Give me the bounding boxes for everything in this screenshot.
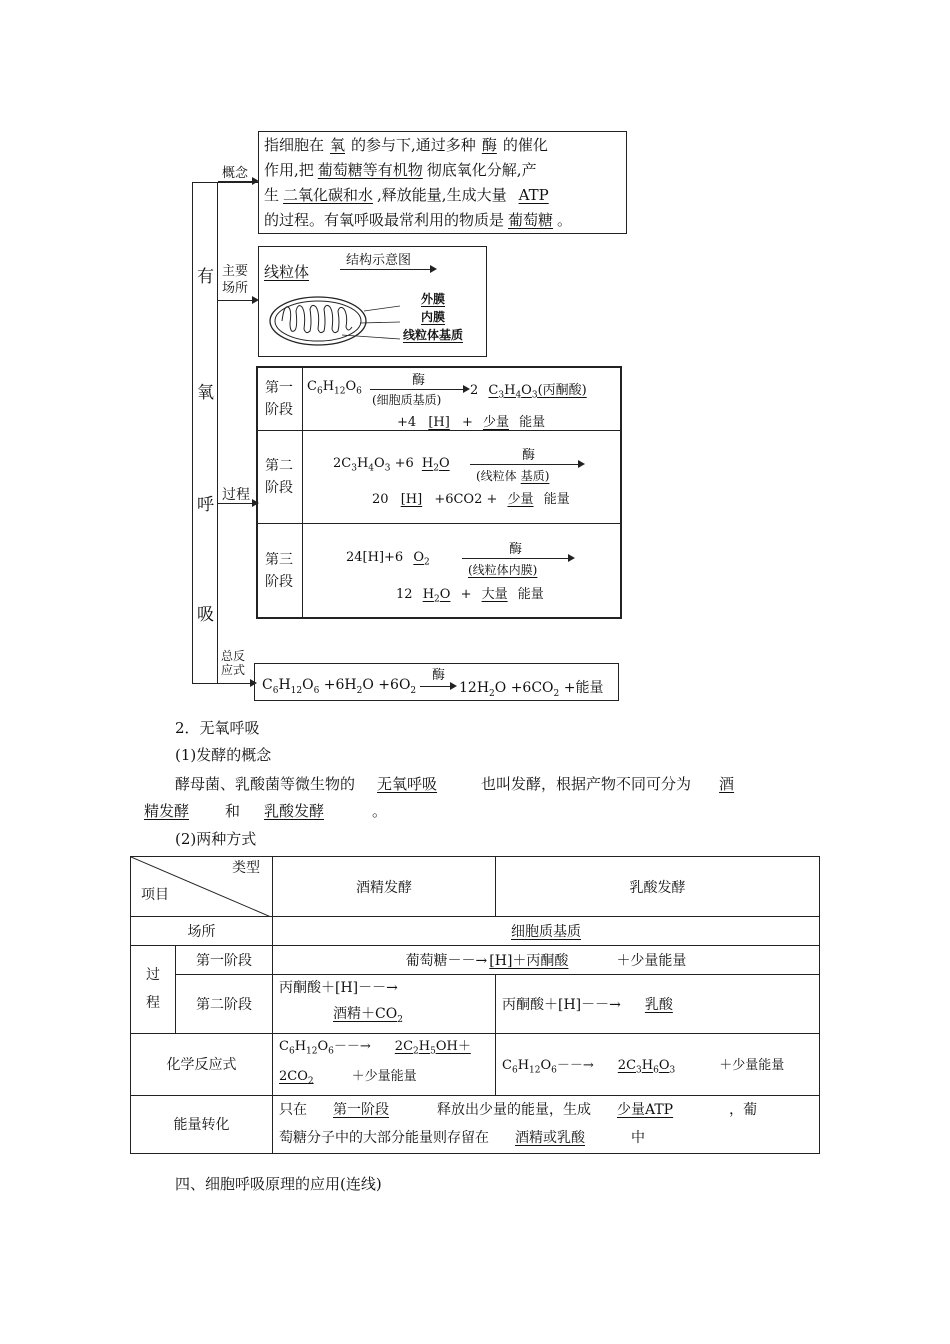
- section2-para-line2: [144, 800, 387, 821]
- blank-cytoplasm: 细胞质基质: [511, 924, 581, 940]
- blank-enzyme: 酶: [481, 136, 497, 154]
- blank-lactic-acid: 乳酸: [644, 996, 673, 1013]
- text: (线粒体: [476, 469, 517, 483]
- stage3-enzyme: 酶: [509, 542, 523, 557]
- text: 生: [264, 186, 280, 204]
- corner-bottom-label: 项目: [141, 887, 169, 903]
- site-value-cell: [273, 917, 820, 946]
- blank-glucose-2: 葡萄糖: [508, 211, 554, 229]
- overall-label: [221, 649, 245, 677]
- text: 。: [372, 802, 388, 820]
- blank-atp: ATP: [518, 186, 549, 204]
- site-label-cell: 场所: [131, 917, 273, 946]
- text: ＋少量能量: [616, 953, 687, 969]
- text: 指细胞在: [264, 136, 325, 154]
- text: 丙酮酸＋[H]－－→: [279, 980, 398, 996]
- connector-concept-diag: [218, 182, 219, 183]
- blank-2co2: $2CO_2$: [279, 1069, 314, 1087]
- stage2-arrowhead: [578, 460, 585, 468]
- stage1-arrowhead: [463, 385, 470, 393]
- energy-line1: [279, 1096, 813, 1124]
- stage1-name-2: 阶段: [265, 402, 293, 418]
- mitochondrion-illustration: [266, 293, 400, 349]
- structure-arrow-line: [340, 269, 432, 270]
- blank-anaerobic: 无氧呼吸: [377, 775, 438, 793]
- eq-alcohol-line2: [279, 1064, 489, 1095]
- section2-para-line1: [175, 773, 734, 794]
- text: 萄糖分子中的大部分能量则存留在: [279, 1130, 489, 1147]
- corner-top-label: 类型: [232, 860, 260, 876]
- blank-first-stage: 第一阶段: [333, 1102, 389, 1119]
- process-label: 过程: [222, 487, 250, 503]
- process-col-divider: [302, 366, 303, 619]
- concept-arrow-line: [218, 181, 254, 182]
- overall-label-2: 应式: [221, 663, 246, 677]
- overall-reaction-arrow: [420, 686, 452, 687]
- eq-alcohol-line1: [279, 1034, 489, 1065]
- text: 12: [396, 587, 413, 602]
- blank-ethanol: $2C_2H_5OH+$: [394, 1038, 471, 1057]
- blank-alcohol-co2: 酒精$+CO_2$: [333, 1006, 403, 1025]
- stage2-enzyme: 酶: [522, 448, 536, 463]
- site-label-2: 场所: [222, 281, 249, 296]
- stage3-location: (线粒体内膜): [468, 563, 538, 577]
- stage2-name-1: 第二: [265, 458, 293, 474]
- blank-oxygen: 氧: [330, 136, 346, 154]
- stage1-enzyme: 酶: [412, 373, 426, 388]
- energy-line2: [279, 1124, 813, 1152]
- stage1-label-cell: 第一阶段: [176, 946, 273, 975]
- header-alcohol: 酒精发酵: [273, 857, 496, 917]
- stage2-alcohol-cell: [273, 975, 496, 1034]
- concept-line-4: [264, 209, 572, 230]
- text: ,释放能量,生成大量: [377, 186, 507, 204]
- text: 作用,把: [264, 161, 314, 179]
- title-char-3: 呼: [197, 495, 214, 515]
- equation-lactic-cell: [496, 1033, 820, 1095]
- blank-lactate: $2C_3H_6O_3$: [617, 1057, 676, 1076]
- blank-h-pyruvate: [H]＋丙酮酸: [489, 953, 569, 969]
- eq-alcohol-reactant: $C_6H_{12}O_6--\to$: [279, 1038, 371, 1057]
- text: ＋少量能量: [351, 1069, 417, 1085]
- blank-oxygen: $O_2$: [413, 550, 430, 568]
- stage3-arrowhead: [568, 554, 575, 562]
- header-lactic: 乳酸发酵: [496, 857, 820, 917]
- stage1-name-1: 第一: [265, 380, 293, 396]
- text: ＋少量能量: [719, 1057, 785, 1073]
- stage1-arrow-line: [370, 389, 465, 390]
- text: 。: [557, 211, 573, 229]
- text: 葡萄糖－－→: [405, 953, 488, 969]
- blank-h: [H]: [400, 492, 423, 507]
- text: 酵母菌、乳酸菌等微生物的: [175, 775, 356, 793]
- blank-large-amount: 大量: [481, 587, 508, 602]
- overall-label-1: 总反: [221, 649, 246, 663]
- section2-sub1: (1)发酵的概念: [175, 746, 272, 764]
- part-matrix: 线粒体基质: [403, 328, 464, 342]
- stage2-line2: [372, 488, 570, 507]
- stage3-line2: [396, 583, 544, 605]
- text: +: [460, 587, 472, 602]
- energy-label-cell: 能量转化: [131, 1095, 273, 1153]
- stage1-name: [265, 377, 293, 421]
- blank-water: $H_2O$: [421, 456, 450, 474]
- blank-pyruvate: $C_3H_4O_3$(丙酮酸): [488, 383, 587, 401]
- stage3-name-1: 第三: [265, 552, 293, 568]
- overall-equation-left: $C_6H_{12}O_6 +6H_2O +6O_2$: [262, 677, 417, 696]
- text: 和: [225, 802, 241, 820]
- blank-matrix: 基质): [520, 469, 550, 483]
- process-row-divider-1: [256, 430, 622, 431]
- site-label: [222, 263, 248, 297]
- stage2-label-cell: 第二阶段: [176, 975, 273, 1034]
- equation-label-cell: 化学反应式: [131, 1033, 273, 1095]
- organelle-name: 线粒体: [264, 263, 310, 281]
- stage3-name-2: 阶段: [265, 574, 293, 590]
- stage2-arrow-line: [470, 464, 580, 465]
- energy-value-cell: [273, 1095, 820, 1153]
- title-char-1: 有: [197, 267, 214, 287]
- text: 释放出少量的能量，生成: [437, 1102, 591, 1119]
- blank-lactic: 乳酸发酵: [264, 802, 325, 820]
- process-label-2: 程: [146, 995, 160, 1012]
- stage2-location: [476, 467, 549, 484]
- text: 只在: [279, 1102, 307, 1119]
- overall-arrow-line: [218, 683, 252, 684]
- text: 丙酮酸＋[H]－－→: [502, 996, 621, 1013]
- title-char-4: 吸: [197, 605, 214, 625]
- section2-sub2: (2)两种方式: [175, 830, 257, 848]
- title-char-2: 氧: [197, 383, 214, 403]
- site-label-1: 主要: [222, 264, 249, 279]
- stage3-arrow-line: [462, 558, 570, 559]
- stage1-location: (细胞质基质): [372, 393, 442, 407]
- stage2-name-2: 阶段: [265, 480, 293, 496]
- text: 的过程。有氧呼吸最常利用的物质是: [264, 211, 505, 229]
- blank-co2-water: 二氧化碳和水: [283, 186, 374, 204]
- stage1-value-cell: [273, 946, 820, 975]
- text: +: [461, 415, 473, 430]
- blank-h: [H]: [428, 415, 450, 430]
- eq-lactic-reactant: $C_6H_{12}O_6--\to$: [502, 1057, 594, 1076]
- stage1-reactant: $C_6H_{12}O_6$: [307, 379, 362, 397]
- text: +4: [397, 415, 417, 430]
- process-row-divider-2: [256, 523, 622, 524]
- structure-arrow-label: 结构示意图: [346, 253, 412, 268]
- section2-title: 2．无氧呼吸: [175, 719, 260, 737]
- stage3-name: [265, 549, 293, 593]
- blank-glucose: 葡萄糖等有机物: [317, 161, 423, 179]
- stage2-alcohol-answer: [279, 1001, 489, 1033]
- section4-title: 四、细胞呼吸原理的应用(连线): [175, 1175, 382, 1193]
- stage2-name: [265, 455, 293, 499]
- blank-alcohol-end: 精发酵: [144, 802, 190, 820]
- text: 能量: [543, 492, 570, 507]
- text: 也叫发酵，根据产物不同可分为: [481, 775, 692, 793]
- part-inner-membrane: 内膜: [421, 310, 446, 324]
- blank-small-amount: 少量: [482, 415, 509, 430]
- concept-line-3: [264, 184, 561, 205]
- blank-alcohol-start: 酒: [719, 775, 735, 793]
- text: 20: [372, 492, 389, 507]
- overall-enzyme: 酶: [432, 668, 446, 683]
- blank-water: $H_2O$: [422, 587, 451, 605]
- text: 能量: [517, 587, 544, 602]
- overall-equation-right: $12H_2O +6CO_2$ +能量: [459, 680, 604, 699]
- overall-reaction-arrowhead: [450, 682, 457, 690]
- text: 的参与下,通过多种: [351, 136, 476, 154]
- stage1-product: 2 $C_3H_4O_3$(丙酮酸): [470, 379, 593, 401]
- stage2-lactic-cell: [496, 975, 820, 1034]
- part-outer-membrane: 外膜: [421, 292, 446, 306]
- process-arrow-line: [218, 503, 254, 504]
- concept-line-2: [264, 159, 537, 180]
- text: 的催化: [502, 136, 548, 154]
- stage1-line2: [397, 411, 545, 430]
- equation-alcohol-cell: [273, 1033, 496, 1095]
- text: 彻底氧化分解,产: [426, 161, 537, 179]
- text: ，葡: [729, 1102, 758, 1119]
- text: +6CO2 +: [434, 492, 498, 507]
- process-label-cell: [131, 946, 176, 1034]
- concept-label: 概念: [222, 166, 249, 181]
- concept-line-1: [264, 134, 548, 155]
- blank-small-atp: 少量ATP: [617, 1102, 674, 1119]
- blank-alcohol-or-lactic: 酒精或乳酸: [515, 1130, 585, 1147]
- text: 中: [631, 1130, 645, 1147]
- structure-arrowhead: [430, 265, 437, 273]
- process-label-1: 过: [146, 967, 160, 984]
- stage2-reactant: $2C_3H_4O_3 +6$ $H_2O$: [333, 456, 454, 474]
- stage3-reactant: 24[H]+6 $O_2$: [346, 550, 436, 568]
- fermentation-table: [130, 856, 820, 1154]
- blank-small-amount: 少量: [507, 492, 534, 507]
- text: 能量: [519, 415, 546, 430]
- corner-cell: [131, 857, 273, 917]
- site-arrow-line: [218, 300, 254, 301]
